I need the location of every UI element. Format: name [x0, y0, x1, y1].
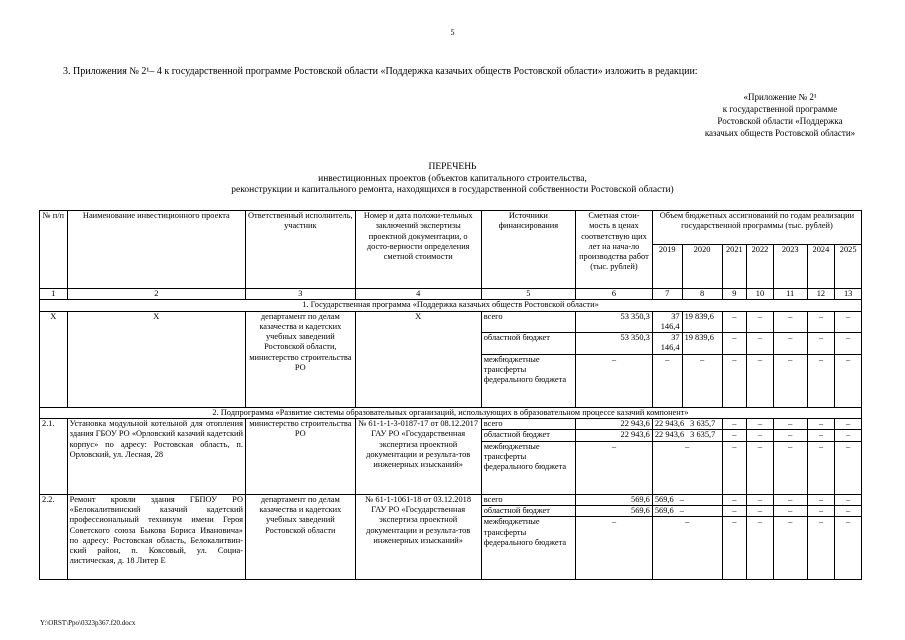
- title-line-1: ПЕРЕЧЕНЬ: [428, 162, 477, 172]
- row2-value: –: [835, 441, 862, 494]
- row2-cost: 22 943,6: [576, 430, 653, 441]
- row3-value: –: [835, 505, 862, 516]
- row1-name: Х: [67, 311, 245, 407]
- annex-line-4: казачьих обществ Ростовской области»: [704, 128, 856, 138]
- row1-value: –: [722, 311, 747, 333]
- col-number: 11: [773, 289, 807, 300]
- header-year: 2021: [722, 245, 747, 289]
- row3-value: –: [679, 494, 684, 504]
- col-number: 5: [481, 289, 575, 300]
- row2-value: –: [807, 419, 835, 430]
- annex-line-1: «Приложение № 2¹: [743, 92, 817, 102]
- row1-source: областной бюджет: [481, 333, 575, 355]
- row1-value: –: [747, 354, 774, 407]
- row3-source: областной бюджет: [481, 505, 575, 516]
- row1-value: –: [835, 333, 862, 355]
- row1-value: –: [652, 354, 682, 407]
- header-responsible: Ответственный исполнитель, участник: [246, 211, 356, 289]
- row1-value: –: [807, 311, 835, 333]
- row2-value: –: [835, 430, 862, 441]
- header-year: 2019: [652, 245, 682, 289]
- header-cost: Сметная стои-мость в ценах соответствую щих лет на нача-ло производства работ (тыс. рублей): [576, 211, 653, 289]
- row3-value: –: [835, 517, 862, 580]
- row1-source: всего: [481, 311, 575, 333]
- title-line-2: инвестиционных проектов (объектов капитального строительства,: [318, 173, 587, 184]
- row1-value: –: [773, 354, 807, 407]
- row2-value: 3 635,7: [690, 419, 716, 429]
- row3-expertise: № 61-1-1061-18 от 03.12.2018 ГАУ РО «Государственная экспертиза проектной документации и результа-тов инженерных изысканий»: [355, 494, 481, 580]
- investment-projects-table: [39, 210, 862, 580]
- row2-expertise: № 61-1-1-3-0187-17 от 08.12.2017 ГАУ РО «Государственная экспертиза проектной документации и результа-тов инженерных изысканий»: [355, 419, 481, 495]
- col-number: 12: [807, 289, 835, 300]
- header-sources: Источники финансирования: [481, 211, 575, 289]
- row2-value: –: [722, 419, 747, 430]
- row1-cost: 53 350,3: [576, 311, 653, 333]
- row3-value: –: [747, 505, 774, 516]
- row1-cost: 53 350,3: [576, 333, 653, 355]
- title-line-3: реконструкции и капитального ремонта, находящихся в государственной собственности Ростовской области): [231, 185, 674, 195]
- row1-value: 37 146,4: [652, 333, 682, 355]
- row2-value: –: [722, 430, 747, 441]
- col-number: 10: [747, 289, 774, 300]
- row3-value: –: [747, 494, 774, 505]
- header-year: 2022: [747, 245, 774, 289]
- col-number: 4: [355, 289, 481, 300]
- row1-value: 19 839,6: [682, 311, 722, 333]
- row1-value: –: [835, 311, 862, 333]
- col-number: 13: [835, 289, 862, 300]
- row1-value: 37 146,4: [652, 311, 682, 333]
- annex-line-2: к государственной программе: [722, 104, 838, 114]
- row2-value: –: [807, 441, 835, 494]
- row3-cost: –: [576, 517, 653, 580]
- footer-file-path: Y:\ORST\Ppo\0323p367.f20.docx: [40, 619, 136, 627]
- row3-name: Ремонт кровли здания ГБПОУ РО «Белокалитвинский казачий кадетский профессиональный техникум имени Героя Советского союза Быкова Бориса Ивановича» по адресу: Ростовская область, Белокалитвин-ский район, п. Коксовый, ул. Социа-листическая, д. 18 Литер Е: [67, 494, 245, 580]
- row3-source: межбюджетные трансферты федерального бюджета: [481, 517, 575, 580]
- row3-value: –: [773, 494, 807, 505]
- header-name: Наименование инвестиционного проекта: [67, 211, 245, 289]
- row2-value: –: [835, 419, 862, 430]
- row2-source: всего: [481, 419, 575, 430]
- row3-value: –: [652, 517, 722, 580]
- row1-value: –: [722, 333, 747, 355]
- row3-value: –: [807, 494, 835, 505]
- row3-value: –: [747, 517, 774, 580]
- row3-value: –: [835, 494, 862, 505]
- col-number: 3: [246, 289, 356, 300]
- row3-value: –: [722, 505, 747, 516]
- row3-value: –: [722, 494, 747, 505]
- col-number: 2: [67, 289, 245, 300]
- header-year: 2025: [835, 245, 862, 289]
- col-number: 7: [652, 289, 682, 300]
- annex-line-3: Ростовской области «Поддержка: [717, 116, 843, 126]
- row1-value: –: [773, 311, 807, 333]
- row2-value: –: [747, 430, 774, 441]
- header-year: 2024: [807, 245, 835, 289]
- row2-cost: –: [576, 441, 653, 494]
- row3-num: 2.2.: [40, 494, 68, 580]
- row2-value: –: [773, 430, 807, 441]
- row2-name: Установка модульной котельной для отопления здания ГБОУ РО «Орловский казачий кадетский корпус» по адресу: Ростовская область, п. Орловский, ул. Лесная, 28: [67, 419, 245, 495]
- row1-source: межбюджетные трансферты федерального бюджета: [481, 354, 575, 407]
- col-number: 1: [40, 289, 68, 300]
- row3-value: –: [807, 505, 835, 516]
- row2-value: –: [747, 441, 774, 494]
- row2-value: –: [773, 441, 807, 494]
- row2-value: –: [722, 441, 747, 494]
- row2-value: –: [652, 441, 722, 494]
- row1-cost: –: [576, 354, 653, 407]
- row1-value: –: [747, 333, 774, 355]
- row3-source: всего: [481, 494, 575, 505]
- row1-expertise: Х: [355, 311, 481, 407]
- row2-responsible: министерство строительства РО: [246, 419, 356, 495]
- row2-source: областной бюджет: [481, 430, 575, 441]
- row1-value: –: [807, 354, 835, 407]
- row2-value: –: [747, 419, 774, 430]
- header-num: № п/п: [40, 211, 68, 289]
- row1-value: –: [682, 354, 722, 407]
- header-year: 2023: [773, 245, 807, 289]
- row2-value: –: [773, 419, 807, 430]
- section-heading-1: 1. Государственная программа «Поддержка казачьих обществ Ростовской области»: [40, 300, 862, 311]
- row3-cost: 569,6: [576, 505, 653, 516]
- header-year: 2020: [682, 245, 722, 289]
- row1-value: 19 839,6: [682, 333, 722, 355]
- row3-value: 569,6 –: [652, 505, 722, 516]
- row3-value: –: [679, 505, 684, 515]
- row2-source: межбюджетные трансферты федерального бюджета: [481, 441, 575, 494]
- section-heading-2: 2. Подпрограмма «Развитие системы образовательных организаций, использующих в образовательном процессе казачий компонент»: [40, 407, 862, 418]
- row1-num: Х: [40, 311, 68, 407]
- row2-num: 2.1.: [40, 419, 68, 495]
- col-number: 8: [682, 289, 722, 300]
- intro-paragraph: 3. Приложения № 2¹– 4 к государственной программе Ростовской области «Поддержка казачьих обществ Ростовской области» изложить в редакции:: [63, 66, 698, 77]
- header-volume: Объем бюджетных ассигнований по годам реализации государственной программы (тыс. рублей): [652, 211, 861, 245]
- row3-value: –: [807, 517, 835, 580]
- row3-cost: 569,6: [576, 494, 653, 505]
- row3-value: –: [722, 517, 747, 580]
- row1-value: –: [773, 333, 807, 355]
- row3-value: –: [773, 505, 807, 516]
- col-number: 9: [722, 289, 747, 300]
- row2-cost: 22 943,6: [576, 419, 653, 430]
- row3-responsible: департамент по делам казачества и кадетских учебных заведений Ростовской области: [246, 494, 356, 580]
- row2-value: 22 943,6 3 635,7: [652, 419, 722, 430]
- page-number: 5: [450, 28, 455, 37]
- annex-heading: [660, 91, 900, 139]
- row1-responsible: департамент по делам казачества и кадетских учебных заведений Ростовской области, министерство строительства РО: [246, 311, 356, 407]
- col-number: 6: [576, 289, 653, 300]
- row1-value: –: [722, 354, 747, 407]
- row2-value: 3 635,7: [690, 430, 716, 440]
- row1-value: –: [835, 354, 862, 407]
- row1-value: –: [747, 311, 774, 333]
- document-title: [0, 162, 905, 197]
- row2-value: 22 943,6 3 635,7: [652, 430, 722, 441]
- row1-value: –: [807, 333, 835, 355]
- row2-value: –: [807, 430, 835, 441]
- header-expertise: Номер и дата положи-тельных заключений экспертизы проектной документации, о досто-верности определения сметной стоимости: [355, 211, 481, 289]
- row3-value: 569,6 –: [652, 494, 722, 505]
- row3-value: –: [773, 517, 807, 580]
